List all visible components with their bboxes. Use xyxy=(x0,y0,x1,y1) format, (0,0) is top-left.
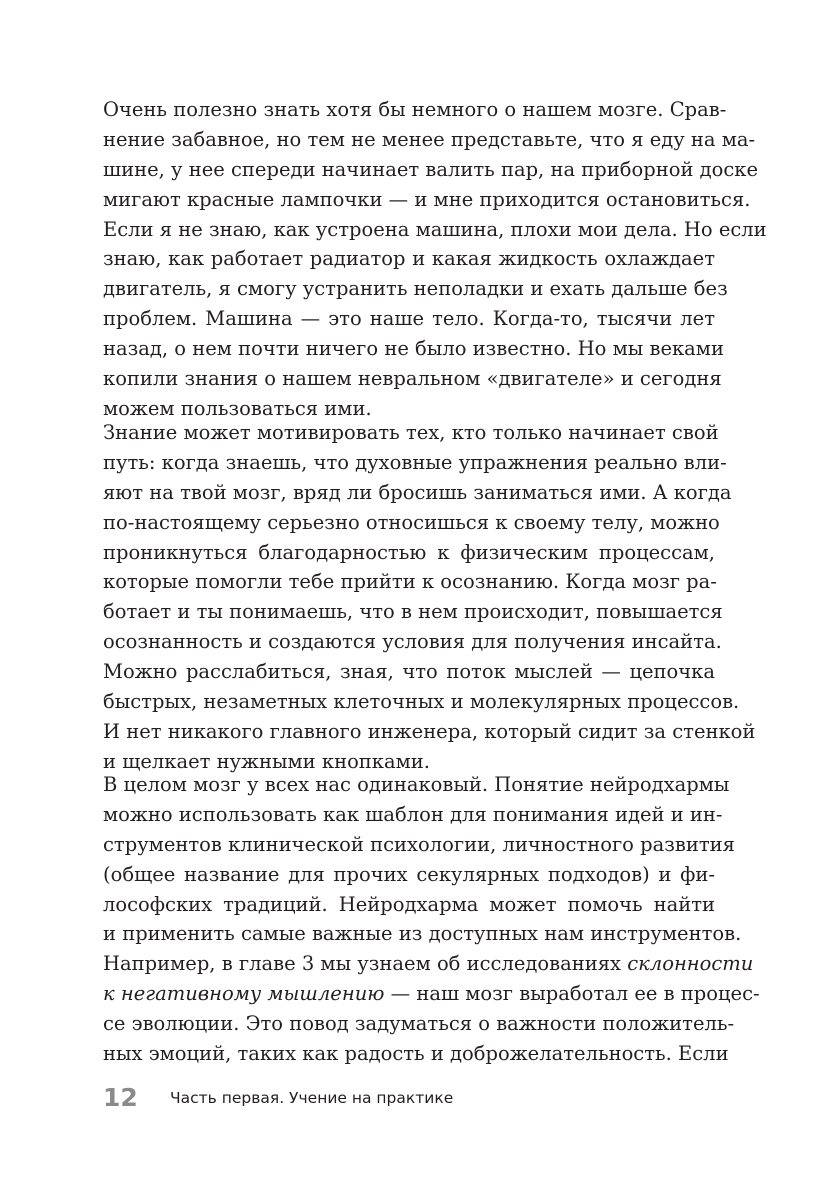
text-run: — наш мозг выработал ее в процес- xyxy=(384,982,760,1006)
text-line: по-настоящему серьезно относишься к своему телу, можно xyxy=(103,510,720,534)
text-line: быстрых, незаметных клеточных и молекулярных процессов. xyxy=(103,690,740,714)
emphasis-text: к негативному мышлению xyxy=(103,982,385,1006)
text-line: нение забавное, но тем не менее представьте, что я еду на ма- xyxy=(103,127,756,151)
text-line: Очень полезно знать хотя бы немного о нашем мозге. Срав- xyxy=(103,98,727,121)
text-line: путь: когда знаешь, что духовные упражнения реально вли- xyxy=(103,450,727,474)
text-line: назад, о нем почти ничего не было известно. Но мы веками xyxy=(103,337,724,361)
text-line: проникнуться благодарностью к физическим процессам, xyxy=(103,540,715,564)
emphasis-text: склонности xyxy=(627,952,754,976)
paragraph-2 xyxy=(103,418,756,777)
text-line xyxy=(103,949,754,979)
text-line: мигают красные лампочки — и мне приходится остановиться. xyxy=(103,187,751,211)
text-line: ных эмоций, таких как радость и доброжелательность. Если xyxy=(103,1042,729,1066)
text-line: шине, у нее спереди начинает валить пар, на приборной доске xyxy=(103,157,759,181)
text-line: знаю, как работает радиатор и какая жидкость охлаждает xyxy=(103,247,715,271)
text-line: Знание может мотивировать тех, кто только начинает свой xyxy=(103,421,719,444)
text-line: В целом мозг у всех нас одинаковый. Понятие нейродхармы xyxy=(103,773,730,796)
text-line: лософских традиций. Нейродхарма может помочь найти xyxy=(103,892,715,916)
text-line: и щелкает нужными кнопками. xyxy=(103,749,430,773)
text-line: (общее название для прочих секулярных подходов) и фи- xyxy=(103,862,715,886)
text-line: копили знания о нашем невральном «двигателе» и сегодня xyxy=(103,367,722,391)
page-number: 12 xyxy=(103,1083,138,1112)
text-line: се эволюции. Это повод задуматься о важности положитель- xyxy=(103,1012,735,1036)
text-line: и применить самые важные из доступных нам инструментов. xyxy=(103,922,742,946)
text-line: И нет никакого главного инженера, который сидит за стенкой xyxy=(103,719,756,743)
text-line: которые помогли тебе прийти к осознанию. Когда мозг ра- xyxy=(103,570,717,594)
text-line: струментов клинической психологии, личностного развития xyxy=(103,832,735,856)
paragraph-1 xyxy=(103,95,767,424)
text-line: яют на твой мозг, вряд ли бросишь заниматься ими. А когда xyxy=(103,480,732,504)
text-line: двигатель, я смогу устранить неполадки и ехать дальше без xyxy=(103,277,728,301)
text-line: можем пользоваться ими. xyxy=(103,396,372,420)
text-line: проблем. Машина — это наше тело. Когда-то, тысячи лет xyxy=(103,307,715,331)
text-line: ботает и ты понимаешь, что в нем происходит, повышается xyxy=(103,600,723,624)
text-line: Можно расслабиться, зная, что поток мыслей — цепочка xyxy=(103,660,715,684)
page-footer xyxy=(103,1080,715,1116)
text-line: можно использовать как шаблон для понимания идей и ин- xyxy=(103,802,723,826)
paragraph-3 xyxy=(103,770,760,1069)
text-line xyxy=(103,979,760,1009)
text-line: Если я не знаю, как устроена машина, плохи мои дела. Но если xyxy=(103,217,767,241)
text-line: осознанность и создаются условия для получения инсайта. xyxy=(103,630,722,654)
text-run: Например, в главе 3 мы узнаем об исследованиях xyxy=(103,952,628,976)
running-title: Часть первая. Учение на практике xyxy=(170,1089,454,1107)
